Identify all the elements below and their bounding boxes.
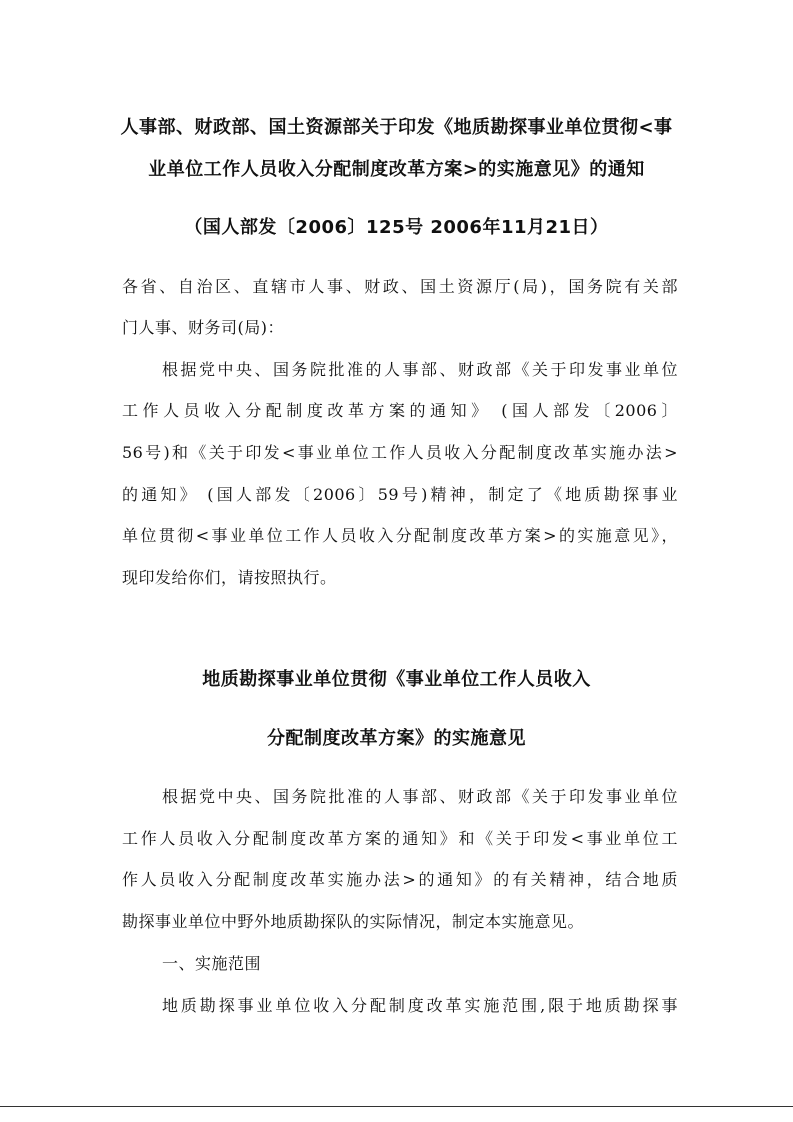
section-title-line-1: 地质勘探事业单位贯彻《事业单位工作人员收入: [202, 669, 591, 690]
intro-line-2: 工作人员收入分配制度改革方案的通知》 (国人部发〔2006〕: [122, 401, 678, 420]
intro-line-6: 现印发给你们，请按照执行。: [122, 568, 337, 587]
document-title-line-2: 业单位工作人员收入分配制度改革方案>的实施意见》的通知: [148, 159, 645, 180]
section-title-line-2: 分配制度改革方案》的实施意见: [267, 728, 526, 749]
intro-line-4: 的通知》 (国人部发〔2006〕59号)精神，制定了《地质勘探事业: [122, 485, 678, 504]
intro-line-1: 根据党中央、国务院批准的人事部、财政部《关于印发事业单位: [162, 360, 678, 379]
intro-line-3: 56号)和《关于印发<事业单位工作人员收入分配制度改革实施办法>: [122, 443, 678, 462]
section-body-line-4: 勘探事业单位中野外地质勘探队的实际情况，制定本实施意见。: [122, 912, 585, 931]
document-title-line-1: 人事部、财政部、国土资源部关于印发《地质勘探事业单位贯彻<事: [120, 117, 673, 138]
intro-line-5: 单位贯彻<事业单位工作人员收入分配制度改革方案>的实施意见》，: [122, 526, 678, 545]
section-body-line-1: 根据党中央、国务院批准的人事部、财政部《关于印发事业单位: [162, 787, 678, 806]
recipients-line-1: 各省、自治区、直辖市人事、财政、国土资源厅(局)，国务院有关部: [122, 277, 678, 296]
document-number: （国人部发〔2006〕125号 2006年11月21日）: [184, 217, 609, 238]
section-body-line-3: 作人员收入分配制度改革实施办法>的通知》的有关精神，结合地质: [122, 870, 678, 889]
scope-line: 地质勘探事业单位收入分配制度改革实施范围,限于地质勘探事: [162, 996, 678, 1015]
page-bottom-rule: [0, 1106, 793, 1107]
recipients-line-2: 门人事、财务司(局)：: [122, 318, 284, 337]
heading-one: 一、实施范围: [162, 954, 262, 973]
section-body-line-2: 工作人员收入分配制度改革方案的通知》和《关于印发<事业单位工: [122, 829, 678, 848]
